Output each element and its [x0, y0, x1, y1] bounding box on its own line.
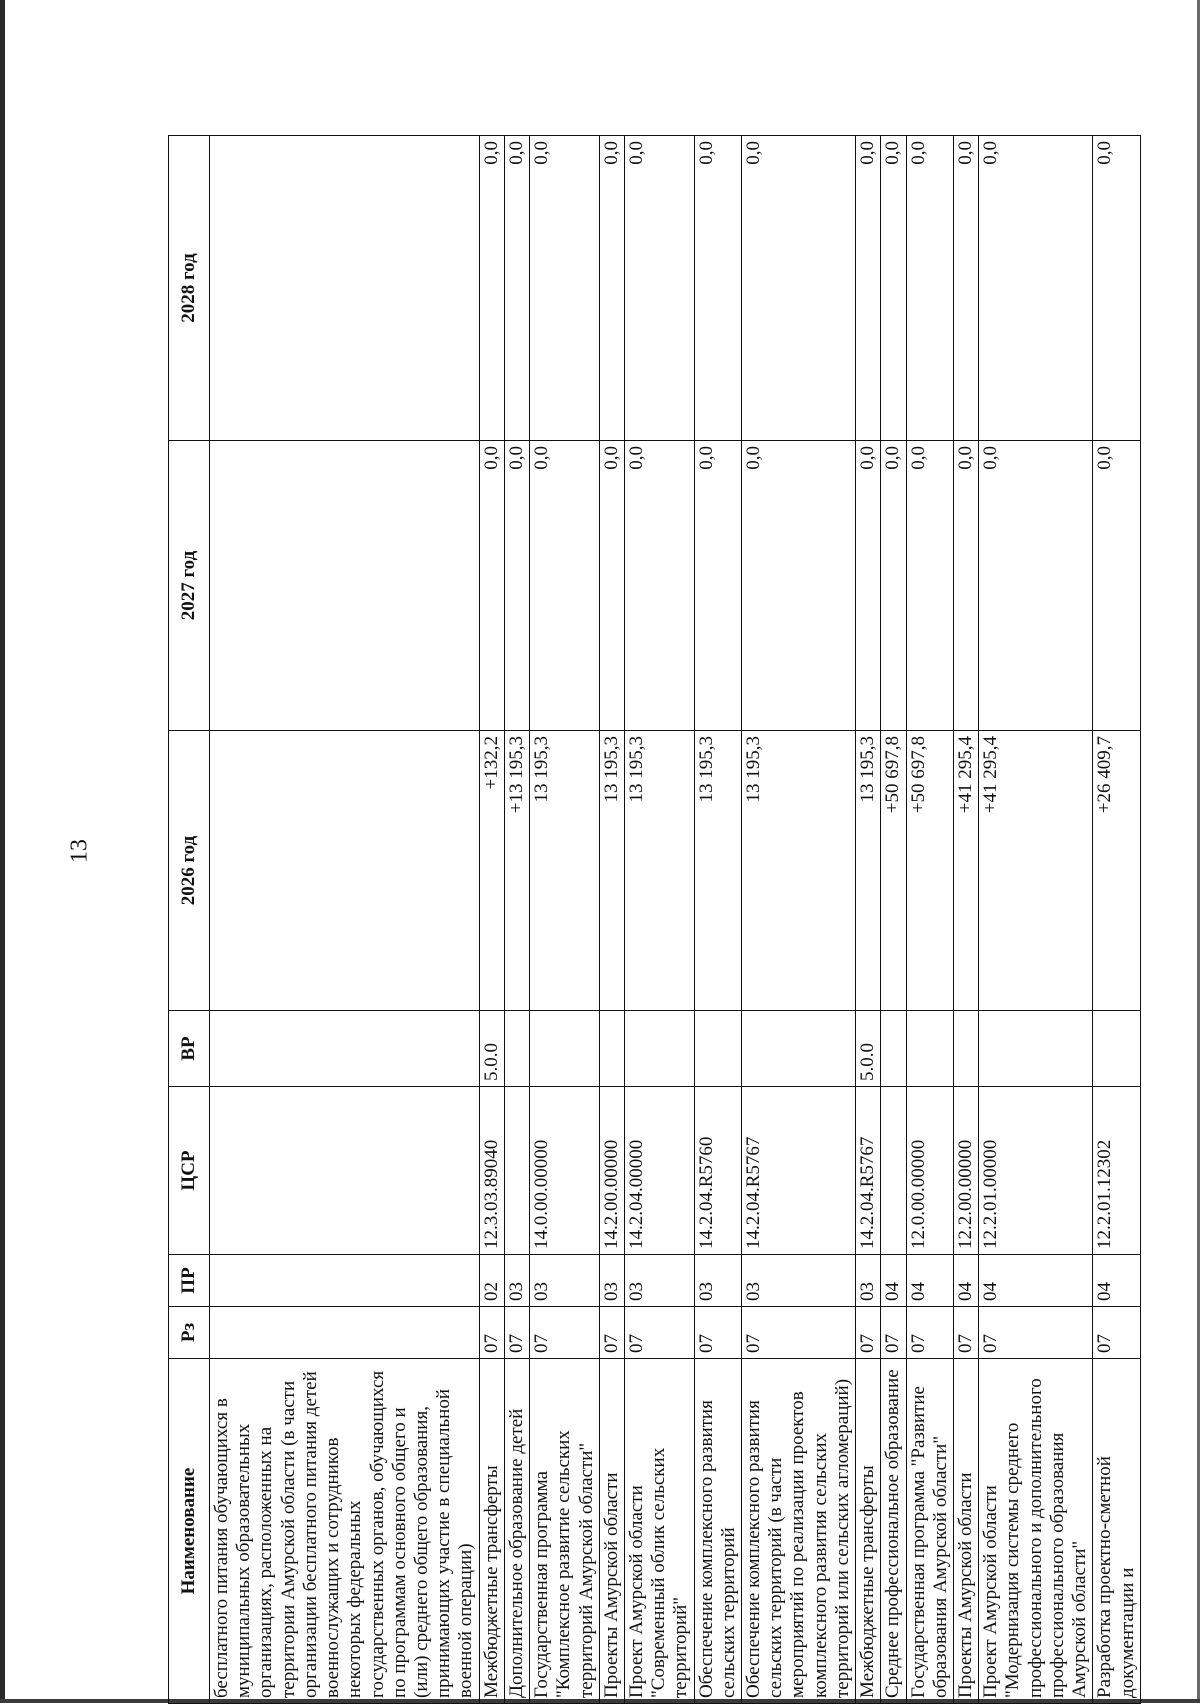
cell-rz: 07 — [624, 1307, 694, 1359]
cell-rz: 07 — [530, 1307, 600, 1359]
scan-edge-left — [0, 0, 5, 1703]
cell-pr: 04 — [906, 1255, 953, 1307]
cell-vr — [1093, 1011, 1140, 1087]
cell-2028: 0,0 — [694, 136, 741, 441]
rotated-table-area — [168, 136, 1200, 1698]
budget-table — [168, 135, 1141, 1704]
cell-csr: 12.2.00.00000 — [954, 1087, 979, 1255]
cell-rz — [210, 1307, 480, 1359]
cell-2026: 13 195,3 — [856, 731, 881, 1011]
cell-2026: 13 195,3 — [599, 731, 624, 1011]
table-row — [881, 136, 906, 1704]
cell-2026 — [210, 731, 480, 1011]
cell-2026: +41 295,4 — [979, 731, 1093, 1011]
cell-name: Межбюджетные трансферты — [479, 1359, 504, 1704]
cell-2027: 0,0 — [881, 441, 906, 731]
table-row — [624, 136, 694, 1704]
table-row — [504, 136, 529, 1704]
cell-pr: 03 — [504, 1255, 529, 1307]
cell-rz: 07 — [906, 1307, 953, 1359]
cell-pr: 03 — [856, 1255, 881, 1307]
header-name: Наименование — [169, 1359, 210, 1704]
table-row — [1093, 136, 1140, 1704]
cell-pr: 04 — [881, 1255, 906, 1307]
cell-pr: 03 — [742, 1255, 856, 1307]
cell-vr: 5.0.0 — [479, 1011, 504, 1087]
table-row — [954, 136, 979, 1704]
cell-vr — [694, 1011, 741, 1087]
cell-2028 — [210, 136, 480, 441]
cell-pr: 04 — [979, 1255, 1093, 1307]
cell-csr: 12.2.01.00000 — [979, 1087, 1093, 1255]
cell-vr — [599, 1011, 624, 1087]
cell-2028: 0,0 — [742, 136, 856, 441]
header-2028: 2028 год — [169, 136, 210, 441]
cell-2027: 0,0 — [906, 441, 953, 731]
cell-2027: 0,0 — [504, 441, 529, 731]
cell-csr: 12.0.00.00000 — [906, 1087, 953, 1255]
cell-2027: 0,0 — [694, 441, 741, 731]
cell-2028: 0,0 — [479, 136, 504, 441]
table-row — [599, 136, 624, 1704]
cell-vr — [210, 1011, 480, 1087]
cell-pr: 02 — [479, 1255, 504, 1307]
cell-pr: 03 — [530, 1255, 600, 1307]
cell-pr: 03 — [694, 1255, 741, 1307]
cell-2026: 13 195,3 — [624, 731, 694, 1011]
cell-2027: 0,0 — [479, 441, 504, 731]
cell-2028: 0,0 — [906, 136, 953, 441]
cell-2026: +41 295,4 — [954, 731, 979, 1011]
cell-2026: +132,2 — [479, 731, 504, 1011]
cell-csr: 14.2.00.00000 — [599, 1087, 624, 1255]
table-row — [979, 136, 1093, 1704]
table-row — [210, 136, 480, 1704]
cell-pr: 04 — [954, 1255, 979, 1307]
cell-2026: +50 697,8 — [881, 731, 906, 1011]
cell-2026: +13 195,3 — [504, 731, 529, 1011]
cell-rz: 07 — [856, 1307, 881, 1359]
cell-rz: 07 — [954, 1307, 979, 1359]
cell-rz: 07 — [694, 1307, 741, 1359]
cell-csr: 14.0.00.00000 — [530, 1087, 600, 1255]
cell-name: Среднее профессиональное образование — [881, 1359, 906, 1704]
cell-name: Обеспечение комплексного развития сельских территорий — [694, 1359, 741, 1704]
cell-name: Государственная программа "Развитие образования Амурской области" — [906, 1359, 953, 1704]
table-row — [479, 136, 504, 1704]
cell-2028: 0,0 — [1093, 136, 1140, 441]
cell-name: Проекты Амурской области — [599, 1359, 624, 1704]
cell-2028: 0,0 — [624, 136, 694, 441]
cell-2027: 0,0 — [624, 441, 694, 731]
cell-2027: 0,0 — [1093, 441, 1140, 731]
cell-vr — [504, 1011, 529, 1087]
cell-2027: 0,0 — [954, 441, 979, 731]
cell-2027: 0,0 — [979, 441, 1093, 731]
table-header-row — [169, 136, 210, 1704]
cell-2027: 0,0 — [599, 441, 624, 731]
cell-2027: 0,0 — [856, 441, 881, 731]
cell-csr: 12.3.03.89040 — [479, 1087, 504, 1255]
cell-csr — [881, 1087, 906, 1255]
rotated-table-frame — [168, 136, 1138, 1704]
cell-pr — [210, 1255, 480, 1307]
cell-2028: 0,0 — [881, 136, 906, 441]
cell-vr — [742, 1011, 856, 1087]
cell-rz: 07 — [1093, 1307, 1140, 1359]
cell-rz: 07 — [742, 1307, 856, 1359]
table-row — [856, 136, 881, 1704]
page-number: 13 — [66, 839, 93, 863]
header-rz: Рз — [169, 1307, 210, 1359]
header-2026: 2026 год — [169, 731, 210, 1011]
cell-pr: 04 — [1093, 1255, 1140, 1307]
cell-csr: 14.2.04.R5767 — [742, 1087, 856, 1255]
cell-pr: 03 — [624, 1255, 694, 1307]
cell-vr — [906, 1011, 953, 1087]
cell-vr — [624, 1011, 694, 1087]
cell-pr: 03 — [599, 1255, 624, 1307]
cell-vr — [530, 1011, 600, 1087]
cell-name: бесплатного питания обучающихся в муниципальных образовательных организациях, расположенных на территории Амурской области (в части организации бесплатного питания детей военнослужащих и сотрудников некоторых федеральных государственных органов, обучающихся по программам основного общего и (или) среднего общего образования, принимающих участие в специальной военной операции) — [210, 1359, 480, 1704]
cell-name: Проект Амурской области "Модернизация системы среднего профессионального и дополнительного профессионального образования Амурской области" — [979, 1359, 1093, 1704]
cell-vr — [979, 1011, 1093, 1087]
cell-name: Межбюджетные трансферты — [856, 1359, 881, 1704]
cell-rz: 07 — [979, 1307, 1093, 1359]
cell-2028: 0,0 — [856, 136, 881, 441]
cell-name: Разработка проектно-сметной документации и — [1093, 1359, 1140, 1704]
cell-rz: 07 — [479, 1307, 504, 1359]
cell-rz: 07 — [504, 1307, 529, 1359]
header-vr: ВР — [169, 1011, 210, 1087]
cell-2026: +26 409,7 — [1093, 731, 1140, 1011]
cell-2028: 0,0 — [954, 136, 979, 441]
cell-csr: 12.2.01.12302 — [1093, 1087, 1140, 1255]
header-csr: ЦСР — [169, 1087, 210, 1255]
cell-name: Обеспечение комплексного развития сельских территорий (в части мероприятий по реализации проектов комплексного развития сельских территорий или сельских агломераций) — [742, 1359, 856, 1704]
cell-vr: 5.0.0 — [856, 1011, 881, 1087]
table-row — [906, 136, 953, 1704]
cell-vr — [954, 1011, 979, 1087]
cell-csr — [504, 1087, 529, 1255]
cell-name: Дополнительное образование детей — [504, 1359, 529, 1704]
cell-csr: 14.2.04.R5767 — [856, 1087, 881, 1255]
cell-rz: 07 — [599, 1307, 624, 1359]
cell-2027: 0,0 — [530, 441, 600, 731]
cell-2027: 0,0 — [742, 441, 856, 731]
cell-2028: 0,0 — [504, 136, 529, 441]
cell-2028: 0,0 — [979, 136, 1093, 441]
table-row — [742, 136, 856, 1704]
cell-2026: 13 195,3 — [742, 731, 856, 1011]
cell-csr: 14.2.04.R5760 — [694, 1087, 741, 1255]
cell-rz: 07 — [881, 1307, 906, 1359]
cell-2026: 13 195,3 — [694, 731, 741, 1011]
cell-csr — [210, 1087, 480, 1255]
cell-2028: 0,0 — [599, 136, 624, 441]
header-2027: 2027 год — [169, 441, 210, 731]
cell-2028: 0,0 — [530, 136, 600, 441]
cell-2026: 13 195,3 — [530, 731, 600, 1011]
header-pr: ПР — [169, 1255, 210, 1307]
cell-name: Проект Амурской области "Современный облик сельских территорий" — [624, 1359, 694, 1704]
cell-csr: 14.2.04.00000 — [624, 1087, 694, 1255]
cell-name: Проекты Амурской области — [954, 1359, 979, 1704]
cell-2026: +50 697,8 — [906, 731, 953, 1011]
cell-2027 — [210, 441, 480, 731]
cell-vr — [881, 1011, 906, 1087]
table-row — [530, 136, 600, 1704]
table-row — [694, 136, 741, 1704]
cell-name: Государственная программа "Комплексное развитие сельских территорий Амурской области" — [530, 1359, 600, 1704]
